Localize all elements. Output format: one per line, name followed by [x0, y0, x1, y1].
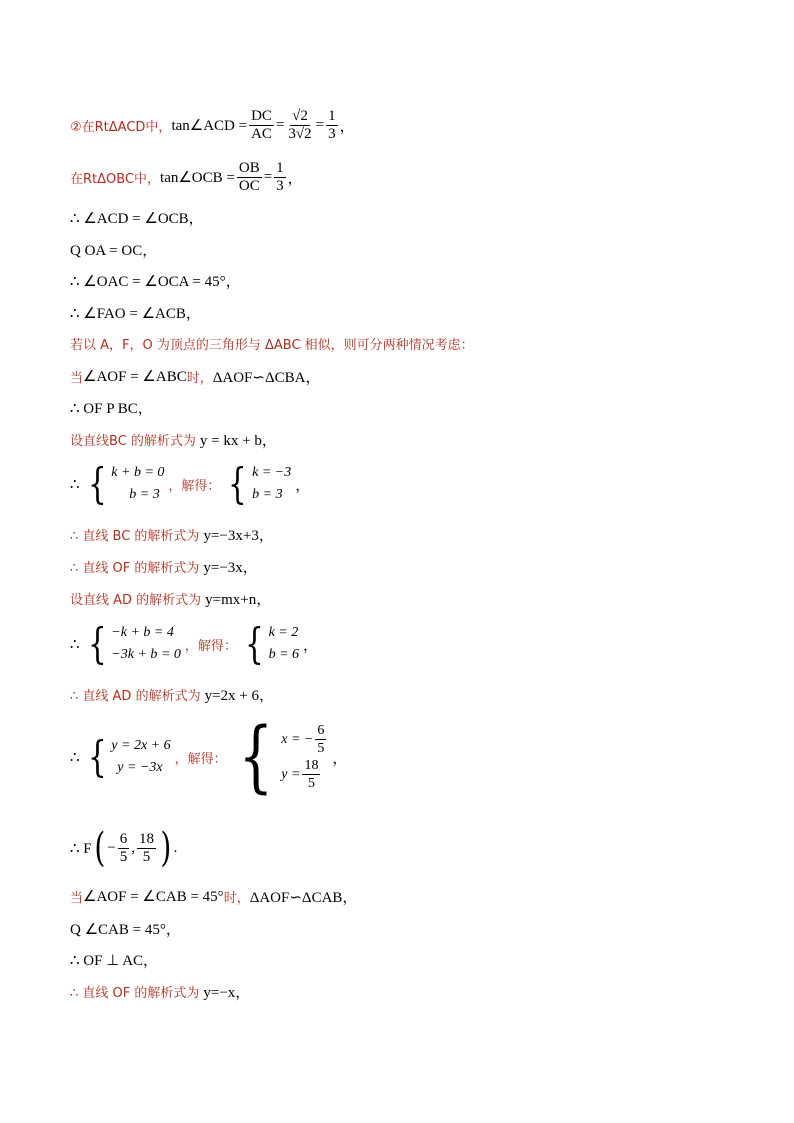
- line-2-label: 在RtΔOBC中，: [70, 172, 161, 187]
- line-12: ∴ 直线 BC 的解析式为 y=−3x+3，: [70, 528, 274, 544]
- brace-icon: {: [87, 732, 107, 781]
- fraction-root2: $\frac{√2}{3√2}$: [288, 108, 312, 142]
- line-2: 在RtΔOBC中， tan∠OCB = $\frac{OB}{OC}$ = $\frac{1}{3}$ ，: [70, 160, 303, 194]
- fraction-eighteen-fifths: $\frac{18}{5}$: [138, 830, 154, 865]
- line-20: Q ∠CAB = 45°，: [70, 922, 181, 938]
- line-18: ∴ F ( − $\frac{6}{5}$ , $\frac{18}{5}$ ) .: [70, 825, 178, 871]
- line-22: ∴ 直线 OF 的解析式为 y=−x，: [70, 985, 251, 1001]
- line-1: ②在RtΔACD中， tan∠ACD = $\frac{DC}{AC}$ = $\frac{√2}{3√2}$ = $\frac{1}{3}$ ，: [70, 108, 355, 142]
- system-solution-3: { x = − $\frac{6}{5}$ y = $\frac{18}{5}$: [238, 712, 325, 802]
- system-solution-1: { k = −3 b = 3: [228, 459, 292, 508]
- left-paren-icon: (: [93, 825, 105, 871]
- brace-icon: {: [87, 619, 107, 668]
- line-16: ∴ 直线 AD 的解析式为 y=2x + 6，: [70, 688, 274, 704]
- brace-icon: {: [228, 459, 248, 508]
- line-1-label: ②在RtΔACD中，: [70, 120, 172, 135]
- line-1-expr: tan∠ACD =: [171, 118, 248, 134]
- line-3: ∴ ∠ACD = ∠OCB，: [70, 211, 204, 227]
- brace-icon: {: [244, 619, 264, 668]
- line-10: 设直线BC 的解析式为 y = kx + b，: [70, 433, 277, 449]
- brace-icon: {: [238, 712, 273, 802]
- line-15: ∴ { −k + b = 4 −3k + b = 0 ，解得： { k = 2 b = 6 ，: [70, 619, 319, 668]
- right-paren-icon: ): [160, 825, 172, 871]
- fraction-ob-oc: $\frac{OB}{OC}$: [238, 160, 260, 194]
- line-5: ∴ ∠OAC = ∠OCA = 45°，: [70, 274, 241, 290]
- line-7: 若以 A，F，O 为顶点的三角形与 ΔABC 相似，则可分两种情况考虑：: [70, 338, 474, 353]
- line-6: ∴ ∠FAO = ∠ACB，: [70, 306, 201, 322]
- line-9: ∴ OF P BC，: [70, 401, 153, 417]
- line-4: Q OA = OC，: [70, 243, 158, 259]
- line-13: ∴ 直线 OF 的解析式为 y=−3x，: [70, 560, 258, 576]
- system-solution-2: { k = 2 b = 6: [244, 619, 300, 668]
- brace-icon: {: [87, 459, 107, 508]
- system-equations-1: { k + b = 0 b = 3: [87, 459, 165, 508]
- fraction-dc-ac: $\frac{DC}{AC}$: [251, 108, 272, 142]
- system-equations-3: { y = 2x + 6 y = −3x: [87, 732, 171, 781]
- line-21: ∴ OF ⊥ AC，: [70, 953, 159, 969]
- fraction-one-third: $\frac{1}{3}$: [328, 108, 336, 142]
- line-11: ∴ { k + b = 0 b = 3 ，解得： { k = −3 b = 3 ，: [70, 459, 311, 508]
- line-17: ∴ { y = 2x + 6 y = −3x ，解得： { x = − $\frac{6}{5}$ y = $\frac{18}{5}$ ，: [70, 712, 348, 802]
- system-equations-2: { −k + b = 4 −3k + b = 0: [87, 619, 181, 668]
- line-14: 设直线 AD 的解析式为 y=mx+n，: [70, 592, 272, 608]
- line-19: 当 ∠AOF = ∠CAB = 45° 时， ΔAOF∽ΔCAB，: [70, 889, 358, 906]
- line-8: 当 ∠AOF = ∠ABC 时， ΔAOF∽ΔCBA，: [70, 369, 321, 386]
- fraction-one-third-2: $\frac{1}{3}$: [276, 160, 284, 194]
- fraction-neg-six-fifths: $\frac{6}{5}$: [119, 830, 128, 865]
